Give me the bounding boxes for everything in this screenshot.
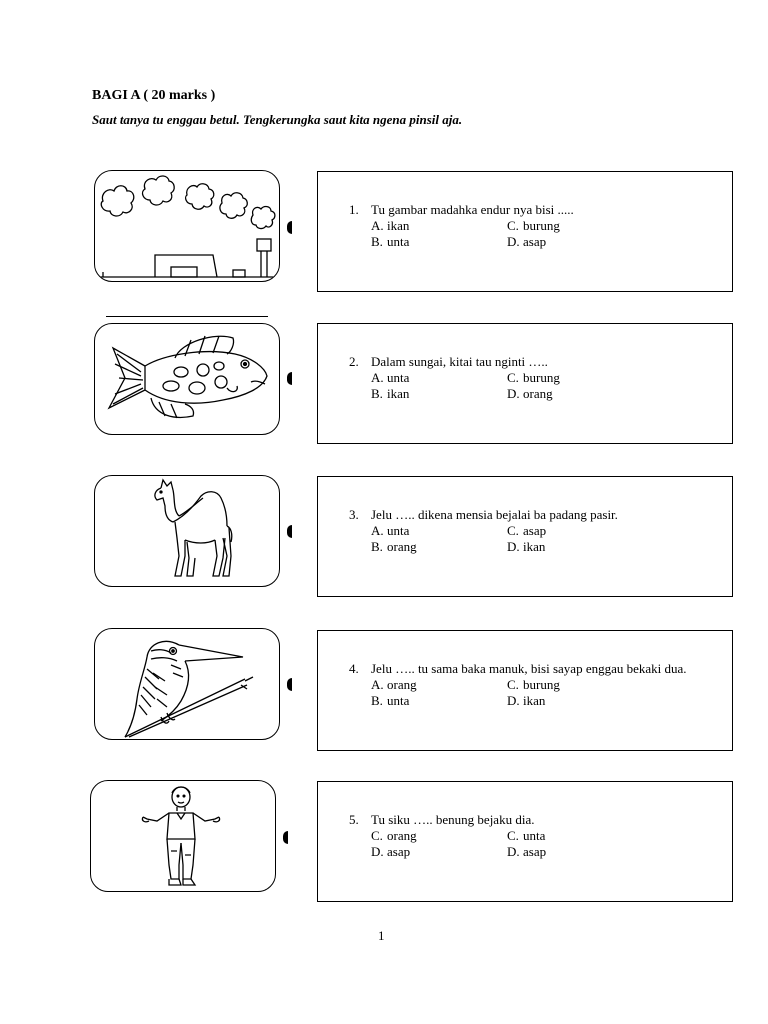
question-number: 2. [349,354,359,369]
option-c-second[interactable]: C. unta [507,828,546,843]
question-box-2 [317,323,733,444]
question-text: Tu gambar madahka endur nya bisi ..... [371,202,574,217]
option-c[interactable]: C. burung [507,218,560,233]
option-c[interactable]: C. burung [507,370,560,385]
option-d-first[interactable]: D. asap [371,844,411,859]
question-box-3 [317,476,733,597]
picture-box-3 [94,475,280,587]
answer-marker-3 [287,525,292,538]
question-box-1 [317,171,733,292]
picture-box-1 [94,170,280,282]
option-c[interactable]: C. asap [507,523,547,538]
question-text: Dalam sungai, kitai tau nginti ….. [371,354,548,369]
question-text: Jelu ….. dikena mensia bejalai ba padang pasir. [371,507,618,522]
option-c[interactable]: C. burung [507,677,560,692]
option-a[interactable]: A. orang [371,677,417,692]
question-number: 4. [349,661,359,676]
boy-person-icon [91,781,275,891]
section-title: BAGI A ( 20 marks ) [92,88,216,103]
question-text: Tu siku ….. benung bejaku dia. [371,812,535,827]
option-d[interactable]: D. orang [507,386,553,401]
question-box-5 [317,781,733,902]
question-box-4 [317,630,733,751]
question-text: Jelu ….. tu sama baka manuk, bisi sayap enggau bekaki dua. [371,661,687,676]
page-number: 1 [378,928,385,943]
answer-marker-2 [287,372,292,385]
fish-icon [95,324,279,434]
option-d[interactable]: D. ikan [507,693,546,708]
option-d-second[interactable]: D. asap [507,844,547,859]
option-a[interactable]: A. unta [371,370,410,385]
picture-box-2 [94,323,280,435]
option-c-first[interactable]: C. orang [371,828,417,843]
picture-box-4 [94,628,280,740]
clouds-smoke-icon [95,171,279,281]
camel-icon [95,476,279,586]
answer-marker-5 [283,831,288,844]
question-number: 5. [349,812,359,827]
option-d[interactable]: D. asap [507,234,547,249]
answer-marker-1 [287,221,292,234]
option-b[interactable]: B. ikan [371,386,410,401]
separator-line [106,316,268,317]
picture-box-5 [90,780,276,892]
answer-marker-4 [287,678,292,691]
question-number: 1. [349,202,359,217]
option-b[interactable]: B. unta [371,693,410,708]
instructions: Saut tanya tu enggau betul. Tengkerungka saut kita ngena pinsil aja. [92,112,463,127]
option-b[interactable]: B. unta [371,234,410,249]
option-d[interactable]: D. ikan [507,539,546,554]
kingfisher-bird-icon [95,629,279,739]
option-a[interactable]: A. unta [371,523,410,538]
question-number: 3. [349,507,359,522]
option-a[interactable]: A. ikan [371,218,410,233]
option-b[interactable]: B. orang [371,539,417,554]
